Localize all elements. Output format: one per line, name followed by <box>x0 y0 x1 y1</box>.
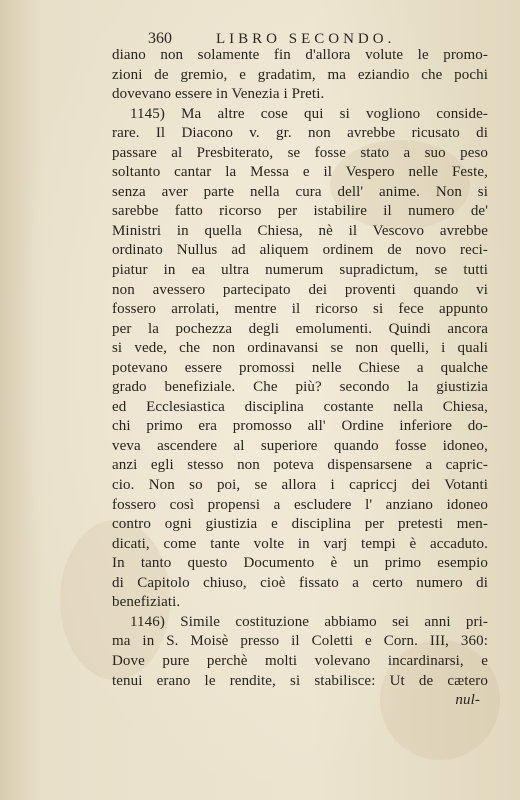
text-line: ma in S. Moisè presso il Coletti e Corn. III, 360: <box>112 633 488 650</box>
catchword: nul- <box>455 692 480 709</box>
text-line: In tanto questo Documento è un primo esempio <box>112 555 488 572</box>
text-line: Ministri in quella Chiesa, nè il Vescovo avrebbe <box>112 222 488 239</box>
text-line: dovevano essere in Venezia i Preti. <box>112 86 325 103</box>
text-line: chi primo era promosso all' Ordine inferiore do- <box>112 418 488 435</box>
text-line: tenui erano le rendite, si stabilisce: Ut de cætero <box>112 672 488 689</box>
text-line: diano non solamente fin d'allora volute le promo- <box>112 47 488 63</box>
text-line: cio. Non so poi, se allora i capriccj dei Votanti <box>112 477 488 494</box>
text-line: contro ogni giustizia e disciplina per pretesti men- <box>112 516 488 533</box>
text-line: passare al Presbiterato, se fosse stato a suo peso <box>112 144 488 161</box>
text-line: fossero così propensi a escludere l' anziano idoneo <box>112 496 488 513</box>
text-line: veva ascendere al superiore quando fosse idoneo, <box>112 437 488 454</box>
text-line: zioni de gremio, e gradatim, ma eziandio che pochi <box>112 66 488 83</box>
running-head: LIBRO SECONDO. <box>216 31 396 47</box>
text-line: dicati, come tante volte in varj tempi è accaduto. <box>112 535 488 552</box>
text-line: soltanto cantar la Messa e il Vespero nelle Feste, <box>112 164 488 181</box>
text-line: senza aver parte nella cura dell' anime. Non si <box>112 183 488 200</box>
text-line: ordinato Nullus ad aliquem ordinem de novo reci- <box>112 242 488 259</box>
text-line: di Capitolo chiuso, cioè fissato a certo numero di <box>112 574 488 591</box>
text-line: 1145) Ma altre cose qui si vogliono conside- <box>130 105 488 122</box>
text-line: Dove pure perchè molti volevano incardinarsi, e <box>112 652 488 669</box>
page-number: 360 <box>148 30 172 47</box>
text-line: anzi egli stesso non poteva dispensarsene a capric- <box>112 457 488 474</box>
text-line: grado benefiziale. Che più? secondo la giustizia <box>112 379 488 396</box>
text-line: piatur in ea ultra numerum supradictum, se tutti <box>112 262 488 279</box>
body-text <box>112 46 488 711</box>
text-line: fossero arrolati, mentre il ricorso si fece appunto <box>112 301 488 318</box>
text-line: ed Ecclesiastica disciplina costante nella Chiesa, <box>112 398 488 415</box>
text-line: 1146) Simile costituzione abbiamo sei anni pri- <box>130 613 488 630</box>
text-line: rare. Il Diacono v. gr. non avrebbe ricusato di <box>112 125 488 142</box>
text-line: benefiziati. <box>112 594 181 611</box>
text-line: per la pochezza degli emolumenti. Quindi ancora <box>112 320 488 337</box>
text-line: si vede, che non ordinavansi se non quelli, i quali <box>112 340 488 357</box>
text-line: non avessero partecipato dei proventi quando vi <box>112 281 488 298</box>
text-line: potevano essere promossi nelle Chiese a qualche <box>112 359 488 376</box>
text-line: sarebbe fatto ricorso per istabilire il numero de' <box>112 203 488 220</box>
